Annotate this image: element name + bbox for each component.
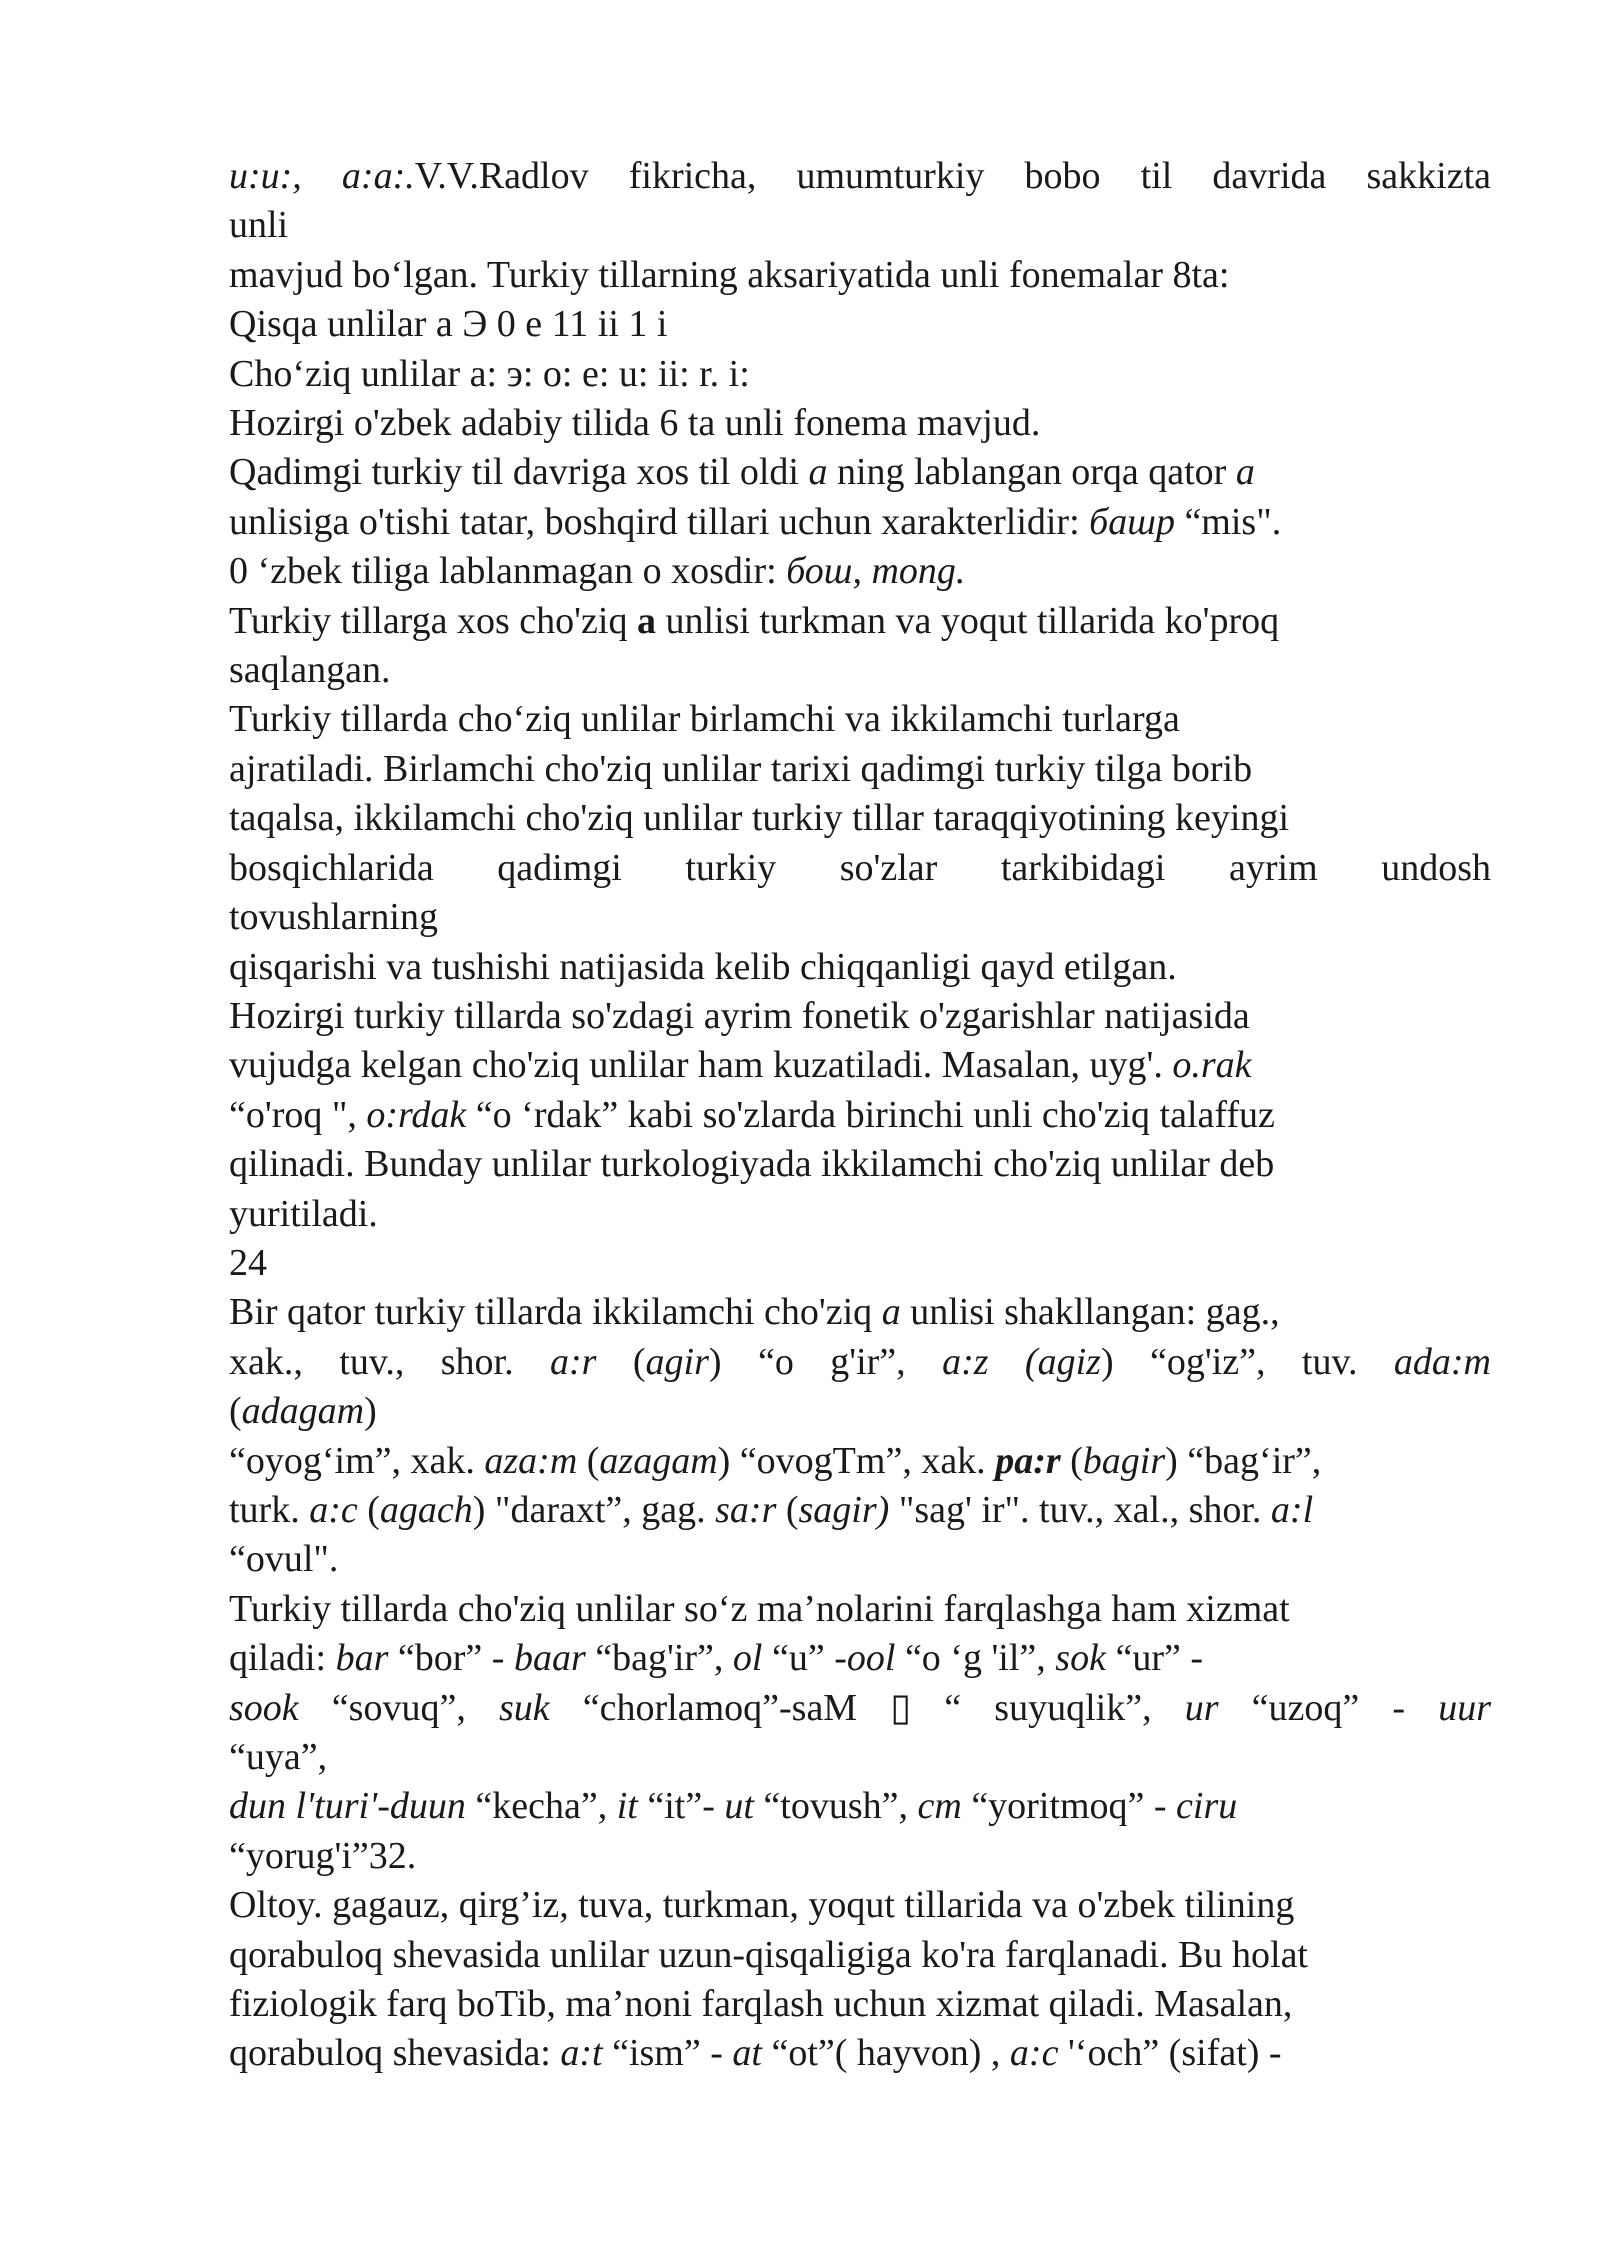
text-line	[229, 1832, 1491, 1881]
text-segment: “mis".	[1174, 500, 1282, 543]
text-line	[229, 1041, 1491, 1090]
text-segment: a:l	[1270, 1488, 1314, 1531]
text-segment: tovushlarning	[229, 896, 438, 939]
text-segment: xak., tuv., shor.	[229, 1340, 551, 1383]
text-segment: “ovul".	[229, 1538, 339, 1581]
text-line	[229, 695, 1491, 744]
text-segment: yuritiladi.	[229, 1192, 378, 1235]
text-segment: Qisqa unlilar a Э 0 e 11 ii 1 i	[229, 303, 668, 346]
text-segment: (	[229, 1390, 242, 1433]
text-line	[229, 992, 1491, 1041]
text-segment: ut	[724, 1785, 754, 1828]
text-line	[229, 448, 1491, 497]
text-segment: (	[776, 1488, 799, 1531]
text-segment: “uzoq” -	[1218, 1686, 1439, 1729]
text-segment: (	[596, 1340, 646, 1383]
text-segment: bar	[335, 1637, 389, 1680]
text-segment: fiziologik farq boTib, ma’noni farqlash uchun xizmat qiladi. Masalan,	[229, 1983, 1293, 2026]
text-segment: bagir	[1082, 1439, 1166, 1482]
text-segment: a	[1235, 451, 1255, 494]
text-segment: qiladi:	[229, 1637, 336, 1680]
text-segment: “tovush”,	[753, 1785, 918, 1828]
text-line	[229, 597, 1491, 646]
text-segment: sagir)	[798, 1488, 890, 1531]
text-line	[229, 251, 1491, 300]
text-segment: бош, mong.	[786, 550, 966, 593]
text-segment: “ism” -	[602, 2032, 733, 2075]
text-segment: vujudga kelgan cho'ziq unlilar ham kuzatiladi. Masalan, uyg'.	[229, 1044, 1173, 1087]
text-segment: unli	[229, 204, 289, 247]
text-line	[229, 399, 1491, 448]
text-segment: qilinadi. Bunday unlilar turkologiyada ikkilamchi cho'ziq unlilar deb	[229, 1143, 1275, 1186]
text-segment: ning lablangan orqa qator	[827, 451, 1236, 494]
text-segment: sa:r	[715, 1488, 777, 1531]
text-segment: mavjud bo‘lgan. Turkiy tillarning aksariyatida unli fonemalar 8ta:	[229, 253, 1230, 296]
text-line	[229, 1535, 1491, 1584]
text-segment: “bor” -	[388, 1637, 514, 1680]
text-segment: u:u:, a:a:.	[229, 155, 415, 197]
text-line	[229, 1733, 1491, 1782]
text-segment: (	[577, 1439, 600, 1482]
text-segment: )	[364, 1390, 377, 1433]
text-segment: ol	[732, 1637, 763, 1680]
text-line	[229, 1190, 1491, 1239]
text-segment: ) “ovogTm”, xak.	[717, 1439, 996, 1482]
text-segment: bosqichlarida qadimgi turkiy so'zlar tarkibidagi ayrim undosh	[229, 846, 1491, 889]
text-segment: Turkiy tillarda cho'ziq unlilar so‘z ma’nolarini farqlashga ham xizmat	[229, 1587, 1290, 1630]
text-line	[229, 893, 1491, 942]
text-segment: unlisiga o'tishi tatar, boshqird tillari uchun xarakterlidir:	[229, 500, 1090, 543]
text-segment: “sovuq”,	[298, 1686, 499, 1729]
text-segment: ool	[846, 1637, 896, 1680]
text-line	[229, 844, 1491, 893]
text-segment: dun l'turi'-duun	[229, 1785, 466, 1828]
text-segment: ) “bag‘ir”,	[1165, 1439, 1322, 1482]
text-segment: (	[357, 1488, 380, 1531]
text-segment: ada:m	[1393, 1340, 1492, 1383]
text-segment: adagam	[241, 1390, 365, 1433]
text-segment: “ot”( hayvon) ,	[761, 2032, 1010, 2075]
text-segment: “oyog‘im”, xak.	[229, 1439, 485, 1482]
text-line	[229, 498, 1491, 547]
text-segment: Oltoy. gagauz, qirg’iz, tuva, turkman, yoqut tillarida va o'zbek tilining	[229, 1884, 1295, 1927]
text-line	[229, 1239, 1491, 1288]
text-segment: qisqarishi va tushishi natijasida kelib chiqqanligi qayd etilgan.	[229, 945, 1177, 988]
text-line	[229, 943, 1491, 992]
text-segment: “o'roq ",	[229, 1093, 367, 1136]
text-segment: ) “o g'ir”,	[708, 1340, 943, 1383]
text-segment: Qadimgi turkiy til davriga xos til oldi	[229, 451, 809, 494]
text-segment: ) “og'iz”, tuv.	[1100, 1340, 1394, 1383]
text-segment: Turkiy tillarga xos cho'ziq	[229, 599, 637, 642]
text-line	[229, 1091, 1491, 1140]
text-segment: Hozirgi turkiy tillarda so'zdagi ayrim fonetik o'zgarishlar natijasida	[229, 994, 1250, 1037]
text-line	[229, 1881, 1491, 1930]
text-segment: sok	[1055, 1637, 1106, 1680]
text-line	[229, 1634, 1491, 1683]
text-line	[229, 794, 1491, 843]
text-line	[229, 300, 1491, 349]
text-segment: 0 ‘zbek tiliga lablanmagan o xosdir:	[229, 550, 787, 593]
text-line	[229, 646, 1491, 695]
text-segment: ) "daraxt”, gag.	[472, 1488, 716, 1531]
text-segment: a	[636, 599, 656, 642]
text-segment: sook	[229, 1686, 299, 1729]
text-line	[229, 2029, 1491, 2078]
text-line	[229, 1288, 1491, 1337]
text-segment: unlisi shakllangan: gag.,	[900, 1291, 1280, 1334]
text-segment: a	[881, 1291, 901, 1334]
text-segment: uur	[1438, 1686, 1491, 1729]
text-segment: it	[616, 1785, 638, 1828]
text-segment: Bir qator turkiy tillarda ikkilamchi cho'ziq	[229, 1291, 882, 1334]
document-page	[229, 152, 1491, 2079]
text-segment: “bag'ir”,	[585, 1637, 733, 1680]
text-segment: a:c	[1009, 2032, 1059, 2075]
text-segment: башр	[1089, 500, 1175, 543]
text-segment: “kecha”,	[465, 1785, 617, 1828]
text-segment: saqlangan.	[229, 649, 391, 692]
text-segment: “ur” -	[1105, 1637, 1203, 1680]
text-line	[229, 1931, 1491, 1980]
text-segment: at	[732, 2032, 762, 2075]
text-segment: a	[808, 451, 828, 494]
text-line	[229, 1486, 1491, 1535]
text-line	[229, 1338, 1491, 1387]
text-segment: azagam	[599, 1439, 718, 1482]
text-segment: Hozirgi o'zbek adabiy tilida 6 ta unli fonema mavjud.	[229, 402, 1041, 445]
text-line	[229, 1782, 1491, 1831]
text-segment: qorabuloq shevasida unlilar uzun-qisqaligiga ko'ra farqlanadi. Bu holat	[229, 1933, 1308, 1976]
text-segment: baar	[513, 1637, 586, 1680]
text-segment: “o ‘g 'il”,	[895, 1637, 1056, 1680]
text-segment: “chorlamoq”-saM ▯ “ suyuqlik”,	[549, 1686, 1185, 1729]
text-segment: o.rak	[1172, 1044, 1252, 1087]
text-segment: '‘och” (sifat) -	[1058, 2032, 1282, 2075]
text-line	[229, 152, 1491, 201]
text-segment: a:c	[309, 1488, 358, 1531]
text-segment: “yorug'i”32.	[229, 1834, 417, 1877]
text-segment: a:r	[550, 1340, 597, 1383]
text-segment: agach	[379, 1488, 473, 1531]
text-segment: ur	[1184, 1686, 1219, 1729]
text-line	[229, 745, 1491, 794]
text-segment: unlisi turkman va yoqut tillarida ko'proq	[655, 599, 1280, 642]
text-line	[229, 1140, 1491, 1189]
text-line	[229, 1437, 1491, 1486]
text-segment: a:t	[560, 2032, 603, 2075]
text-segment: 24	[229, 1241, 267, 1284]
text-segment: a:z (agiz	[942, 1340, 1101, 1383]
text-segment: turk.	[229, 1488, 310, 1531]
text-segment: “uya”,	[229, 1736, 328, 1778]
text-segment: (	[1060, 1439, 1083, 1482]
text-line	[229, 547, 1491, 596]
text-line	[229, 350, 1491, 399]
text-line	[229, 1387, 1491, 1436]
text-segment: Cho‘ziq unlilar a: э: o: e: u: ii: r. i:	[229, 352, 750, 395]
text-line	[229, 1684, 1491, 1733]
text-segment: ajratiladi. Birlamchi cho'ziq unlilar tarixi qadimgi turkiy tilga borib	[229, 747, 1253, 790]
text-segment: aza:m	[484, 1439, 578, 1482]
text-line	[229, 1585, 1491, 1634]
text-line	[229, 201, 1491, 250]
text-segment: qorabuloq shevasida:	[229, 2032, 561, 2075]
text-segment: “u” -	[762, 1637, 847, 1680]
text-segment: Turkiy tillarda cho‘ziq unlilar birlamchi va ikkilamchi turlarga	[229, 698, 1180, 741]
text-segment: agir	[645, 1340, 709, 1383]
text-segment: suk	[498, 1686, 550, 1729]
text-segment: o:rdak	[366, 1093, 467, 1136]
text-line	[229, 1980, 1491, 2029]
text-segment: taqalsa, ikkilamchi cho'ziq unlilar turkiy tillar taraqqiyotining keyingi	[229, 797, 1290, 840]
text-segment: "sag' ir". tuv., xal., shor.	[889, 1488, 1271, 1531]
text-segment: “o ‘rdak” kabi so'zlarda birinchi unli cho'ziq talaffuz	[466, 1093, 1275, 1136]
text-segment: “it”-	[637, 1785, 725, 1828]
text-segment: “yoritmoq” -	[961, 1785, 1177, 1828]
text-segment: ciru	[1176, 1785, 1238, 1828]
text-segment: pa:r	[995, 1439, 1061, 1482]
text-segment: V.V.Radlov fikricha, umumturkiy bobo til davrida sakkizta	[414, 155, 1491, 197]
text-segment: cm	[917, 1785, 962, 1828]
